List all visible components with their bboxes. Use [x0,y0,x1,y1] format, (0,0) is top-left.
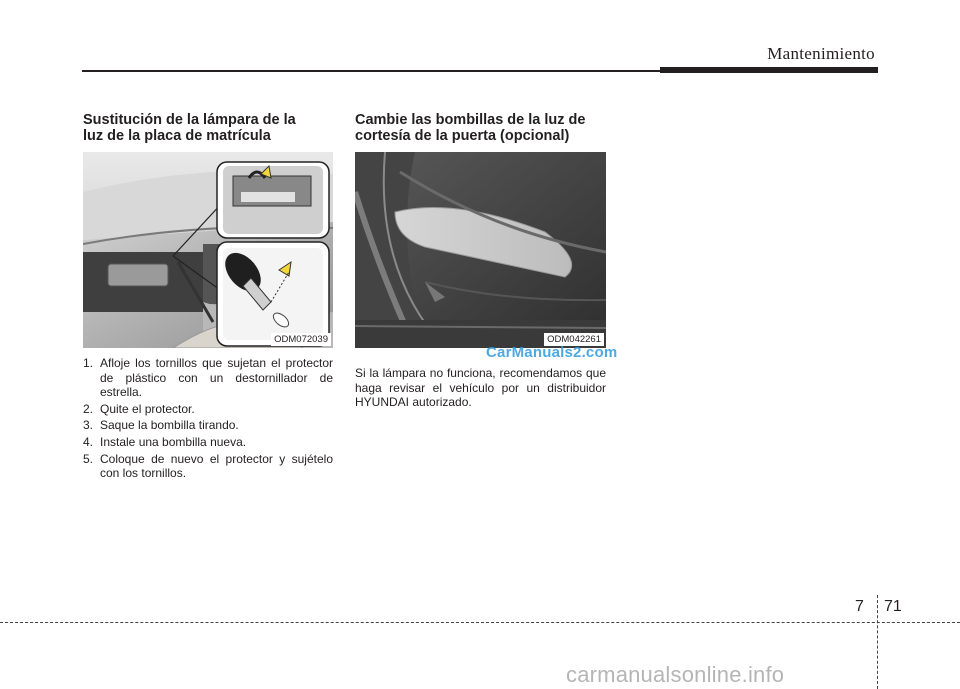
step-item [83,452,333,481]
step-number: 2. [83,401,94,416]
running-header: Mantenimiento [767,44,875,63]
page-number: 71 [884,598,902,615]
header-rule-thick [660,67,878,73]
step-text: Quite el protector. [100,401,195,416]
step-number: 1. [83,356,94,370]
step-number: 5. [83,451,94,466]
heading-line: cortesía de la puerta (opcional) [355,128,570,144]
step-text: Coloque de nuevo el protector y sujételo con los tornillos. [100,451,333,481]
step-number: 4. [83,434,94,449]
heading-line: Sustitución de la lámpara de la [83,112,296,128]
section-heading-license-lamp [83,112,333,144]
figure-license-lamp [83,152,333,348]
door-courtesy-illustration [355,152,606,348]
courtesy-lamp-paragraph: Si la lámpara no funciona, recomendamos que haga revisar el vehículo por un distribuidor HYUNDAI autorizado. [355,366,606,410]
step-number: 3. [83,418,94,433]
license-lamp-illustration [83,152,333,348]
section-heading-courtesy-lamp [355,112,615,144]
step-text: Saque la bombilla tirando. [100,418,239,433]
footer-rule [0,622,960,623]
step-item [83,402,333,417]
watermark-carmanuals: CarManuals2.com [486,344,618,361]
step-item [83,418,333,433]
heading-line: luz de la placa de matrícula [83,128,271,144]
header-rule [82,70,660,72]
step-item [83,356,333,400]
step-text: Instale una bombilla nueva. [100,434,247,449]
heading-line: Cambie las bombillas de la luz de [355,112,586,128]
watermark-site: carmanualsonline.info [566,662,785,687]
steps-list [83,356,333,483]
chapter-number: 7 [855,598,864,615]
step-text: Afloje los tornillos que sujetan el protector de plástico con un destornillador de estrella. [100,356,333,400]
footer-divider [877,595,878,689]
step-item [83,435,333,450]
figure-code: ODM042261 [544,333,604,346]
figure-code: ODM072039 [271,333,331,346]
figure-courtesy-lamp [355,152,606,348]
